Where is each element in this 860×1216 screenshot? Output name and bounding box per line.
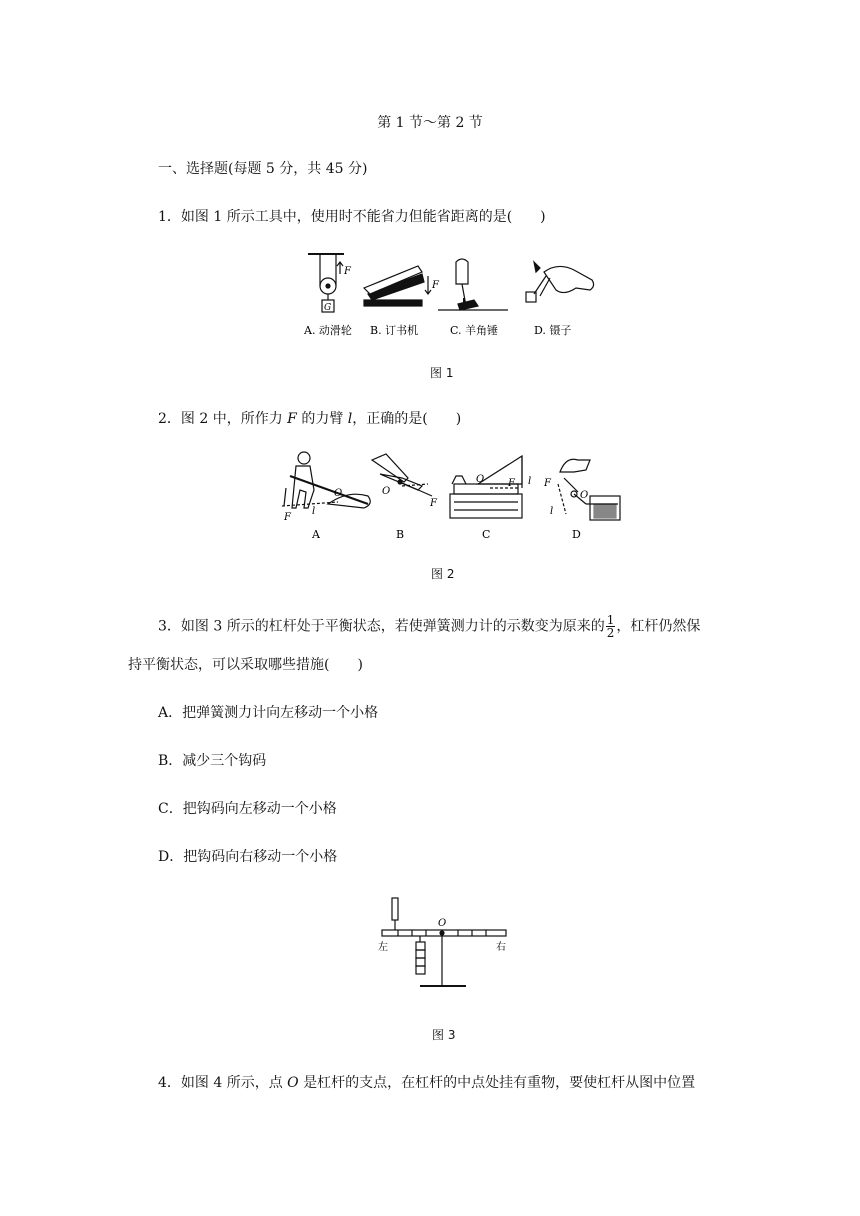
q2-stem-post: ，正确的是( ) xyxy=(352,411,462,427)
figure-3-caption: 图 3 xyxy=(432,1028,456,1042)
figure-1-caption: 图 1 xyxy=(430,366,454,380)
fig3-pivot-label: O xyxy=(438,918,447,929)
fig1-a-weight-label: G xyxy=(324,303,332,313)
figure-1 xyxy=(298,248,608,340)
fig3-right-label: 右 xyxy=(496,942,506,953)
fig2-d-pivot-label: O xyxy=(580,490,589,501)
fig2-d-force-label: F xyxy=(544,478,551,489)
figure-3 xyxy=(372,892,522,998)
fig1-tweezers xyxy=(526,262,594,302)
q3-stem-line1-post: ，杠杆仍然保 xyxy=(616,618,701,635)
question-4-stem xyxy=(158,1074,695,1092)
fig1-b-force-label: F xyxy=(432,280,439,291)
q2-stem-pre: 2．图 2 中，所作力 xyxy=(158,411,288,427)
q2-stem-mid: 的力臂 xyxy=(296,411,348,427)
q1-option-a: A. 动滑轮 xyxy=(304,324,352,337)
figure-2-caption: 图 2 xyxy=(431,567,455,581)
q3-fraction-denominator: 2 xyxy=(606,626,615,640)
q3-fraction xyxy=(606,614,616,639)
fig2-d-arm-label: l xyxy=(550,506,554,517)
q2-option-c: C xyxy=(482,528,491,541)
question-3-stem-line-1 xyxy=(158,614,700,639)
fig1-stapler xyxy=(364,266,431,306)
fig2-a-force-label: F xyxy=(284,512,291,523)
fig3-left-label: 左 xyxy=(378,942,388,953)
fig2-a-pivot-label: O xyxy=(334,488,343,499)
fig2-crowbar-person xyxy=(282,452,370,508)
q4-stem-pivot: O xyxy=(287,1075,299,1091)
fig3-lever-stand xyxy=(382,898,506,986)
q4-stem-post: 是杠杆的支点，在杠杆的中点处挂有重物，要使杠杆从图中位置 xyxy=(298,1075,696,1091)
q3-option-c: C．把钩码向左移动一个小格 xyxy=(158,801,337,817)
q1-option-d: D. 镊子 xyxy=(534,324,572,337)
fig2-scissors xyxy=(372,454,432,496)
section-heading: 一、选择题(每题 5 分，共 45 分) xyxy=(158,161,368,177)
page-title: 第 1 节～第 2 节 xyxy=(377,115,483,131)
q2-option-a: A xyxy=(312,528,320,541)
q1-option-b: B. 订书机 xyxy=(370,324,419,337)
fig1-a-force-label: F xyxy=(344,266,351,277)
fig2-b-pivot-label: O xyxy=(382,486,391,497)
fig1-claw-hammer xyxy=(438,259,508,310)
question-2-stem xyxy=(158,410,461,428)
q3-stem-line1-pre: 3．如图 3 所示的杠杆处于平衡状态，若使弹簧测力计的示数变为原来的 xyxy=(158,618,605,635)
q3-option-b: B．减少三个钩码 xyxy=(158,753,267,769)
fig2-a-arm-label: l xyxy=(312,506,316,517)
q4-stem-pre: 4．如图 4 所示，点 xyxy=(158,1075,288,1091)
q3-option-a: A．把弹簧测力计向左移动一个小格 xyxy=(158,705,379,721)
q2-stem-arm: l xyxy=(347,411,353,427)
q1-option-c: C. 羊角锤 xyxy=(450,324,499,337)
q3-fraction-numerator: 1 xyxy=(606,613,615,627)
fig2-c-force-label: F xyxy=(508,478,515,489)
figure-2 xyxy=(268,448,628,542)
fig2-b-force-label: F xyxy=(430,498,437,509)
question-3-stem-line-2: 持平衡状态，可以采取哪些措施( ) xyxy=(128,657,363,673)
fig2-pedal-valve xyxy=(558,459,620,520)
question-1-stem: 1．如图 1 所示工具中，使用时不能省力但能省距离的是( ) xyxy=(158,209,546,225)
q2-option-b: B xyxy=(396,528,405,541)
q2-stem-force: F xyxy=(287,411,297,427)
q2-option-d: D xyxy=(572,528,581,541)
q3-option-d: D．把钩码向右移动一个小格 xyxy=(158,849,338,865)
fig2-c-arm-label: l xyxy=(528,476,532,487)
fig2-c-pivot-label: O xyxy=(476,474,485,485)
